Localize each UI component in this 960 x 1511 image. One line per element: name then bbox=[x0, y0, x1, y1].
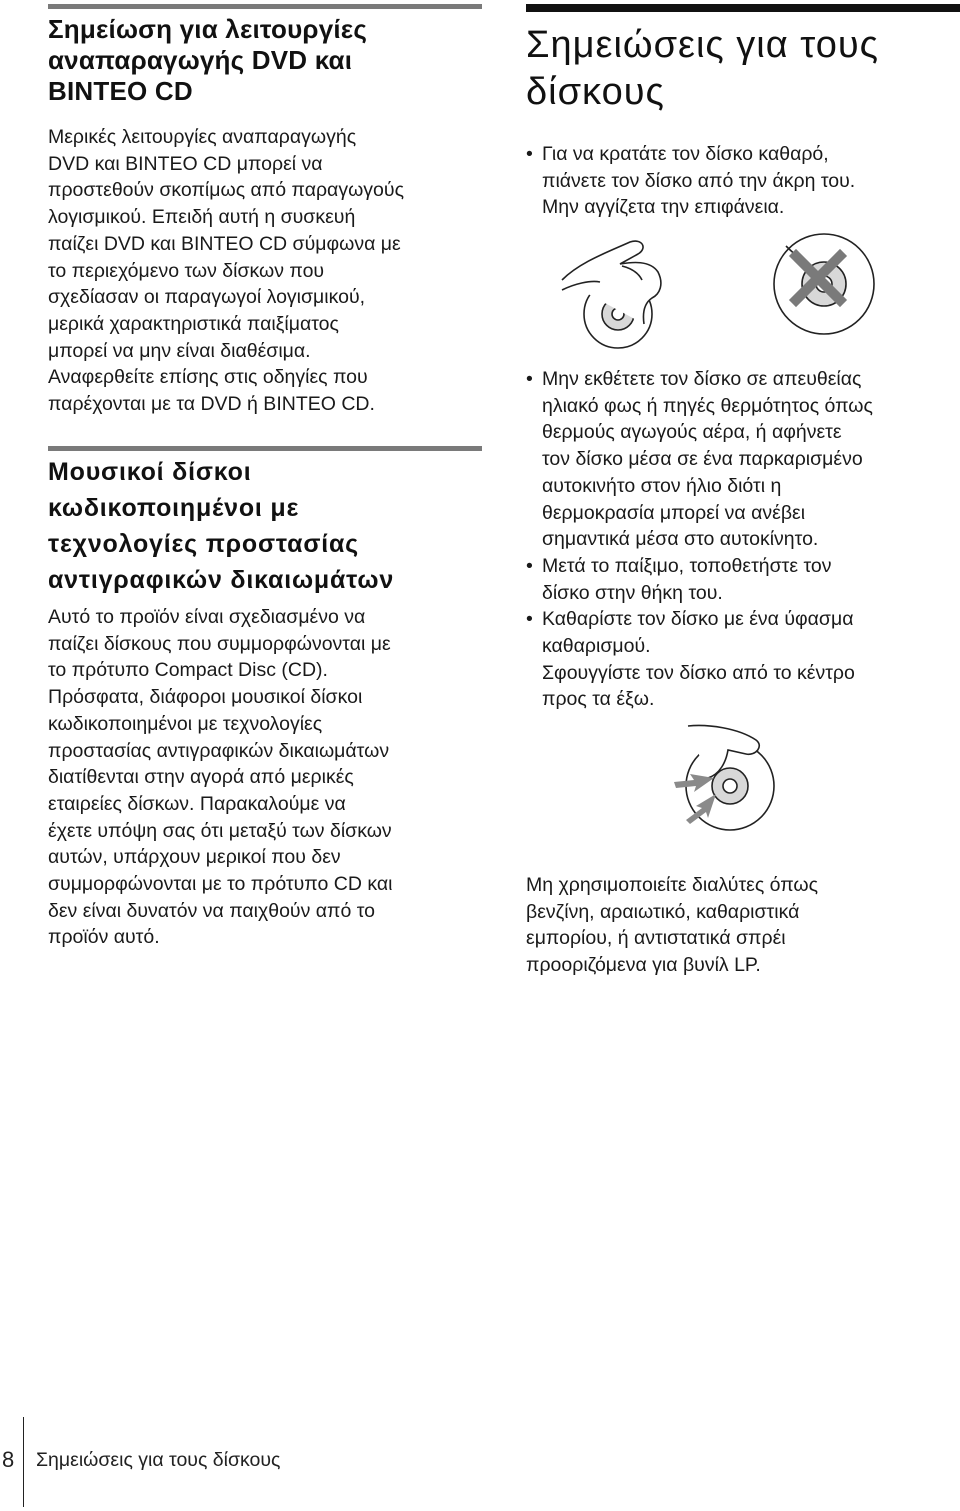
copy-protected-body bbox=[48, 604, 482, 951]
page-number: 8 bbox=[2, 1447, 15, 1472]
list-item: • Μην εκθέτετε τον δίσκο σε απευθείας ηλιακό φως ή πηγές θερμότητος όπως θερμούς αγωγούς αέρα, ή αφήνετε τον δίσκο μέσα σε ένα παρκαρισμένο αυτοκινήτο στον ήλιο διότι η θερμοκρασία μπορεί να ανέβει σημαντικά μέσα στο αυτοκίνητο. bbox=[526, 366, 960, 553]
footer-title: Σημειώσεις για τους δίσκους bbox=[36, 1449, 281, 1471]
page-title: Σημειώσεις για τους δίσκους bbox=[526, 24, 879, 113]
correct-hold-disc-icon bbox=[562, 241, 661, 348]
section-rule bbox=[48, 4, 482, 9]
disc-notes-title bbox=[526, 22, 960, 116]
paragraph: Αυτό το προϊόν είναι σχεδιασμένο να παίζει δίσκους που συμμορφώνονται με το πρότυπο Compact Disc (CD). Πρόσφατα, διάφοροι μουσικοί δίσκοι κωδικοποιημένοι με τεχνολογίες προστασίας αντιγραφικών δικαιωμάτων διατίθενται στην αγορά από μερικές εταιρείες δίσκων. Παρακαλούμε να έχετε υπόψη σας ότι μεταξύ των δίσκων αυτών, υπάρχουν μερικοί που δεν συμμορφώνονται με το πρότυπο CD και δεν είναι δυνατόν να παιχθούν από το προϊόν αυτό. bbox=[48, 606, 393, 949]
section-rule bbox=[48, 446, 482, 451]
copy-protected-section bbox=[48, 454, 482, 598]
disc-care-bullets bbox=[526, 366, 960, 713]
list-item: • Καθαρίστε τον δίσκο με ένα ύφασμα καθαρισμού. Σφουγγίστε τον δίσκο από το κέντρο προς τα έξω. bbox=[526, 606, 960, 713]
section-rule bbox=[526, 4, 960, 12]
section-heading: Μουσικοί δίσκοι κωδικοποιημένοι με τεχνολογίες προστασίας αντιγραφικών δικαιωμάτων bbox=[48, 458, 395, 594]
solvent-note bbox=[526, 872, 960, 979]
section-heading: Σημείωση για λειτουργίες αναπαραγωγής DVD και ΒΙΝΤΕΟ CD bbox=[48, 14, 368, 106]
disc-handling-illustration bbox=[560, 232, 880, 352]
paragraph: Μερικές λειτουργίες αναπαραγωγής DVD και ΒΙΝΤΕΟ CD μπορεί να προστεθούν σκοπίμως από παραγωγούς λογισμικού. Επειδή αυτή η συσκευή παίζει DVD και ΒΙΝΤΕΟ CD σύμφωνα με το περιεχόμενο των δίσκων που σχεδίασαν οι παραγωγοί λογισμικού, μερικά χαρακτηριστικά παιξίματος μπορεί να μην είναι διαθέσιμα. Αναφερθείτε επίσης στις οδηγίες που παρέχονται με τα DVD ή ΒΙΝΤΕΟ CD. bbox=[48, 126, 404, 416]
disc-cleaning-illustration bbox=[668, 722, 788, 842]
paragraph: Μη χρησιμοποιείτε διαλύτες όπως βενζίνη, αραιωτικό, καθαριστικά εμπορίου, ή αντιστατικά σπρέι προοριζόμενα για βυνίλ LP. bbox=[526, 874, 819, 977]
list-item: • Μετά το παίξιμο, τοποθετήστε τον δίσκο στην θήκη του. bbox=[526, 553, 960, 606]
disc-handling-bullet bbox=[526, 141, 960, 221]
footer-divider bbox=[23, 1417, 24, 1507]
note-playback-section bbox=[48, 14, 482, 107]
list-item: • Για να κρατάτε τον δίσκο καθαρό, πιάνετε τον δίσκο από την άκρη του. Μην αγγίζετα την επιφάνεια. bbox=[526, 141, 960, 221]
note-playback-body bbox=[48, 124, 482, 418]
